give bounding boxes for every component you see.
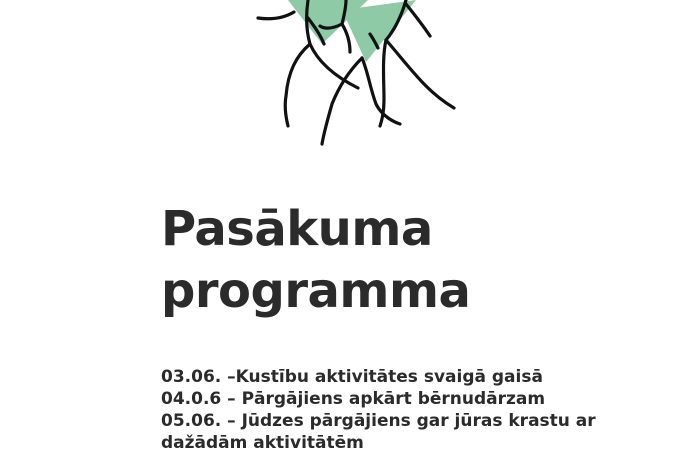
running-figures-illustration: [250, 0, 470, 160]
program-item-text: 05.06. – Jūdzes pārgājiens gar jūras krastu ar: [161, 411, 596, 431]
green-flag-right: [342, 0, 416, 62]
program-item-text: 03.06. –Kustību aktivitātes svaigā gaisā: [161, 367, 543, 387]
page-title-line-1: Pasākuma: [161, 201, 433, 257]
program-item-text: 04.0.6 – Pārgājiens apkārt bērnudārzam: [161, 389, 546, 409]
program-item-continuation: dažādām aktivitātēm: [161, 433, 364, 453]
program-item: [161, 366, 596, 388]
page-title-line-2: programma: [161, 263, 471, 319]
page-title: [161, 198, 470, 322]
program-item: [161, 388, 596, 410]
program-item: [161, 410, 596, 454]
